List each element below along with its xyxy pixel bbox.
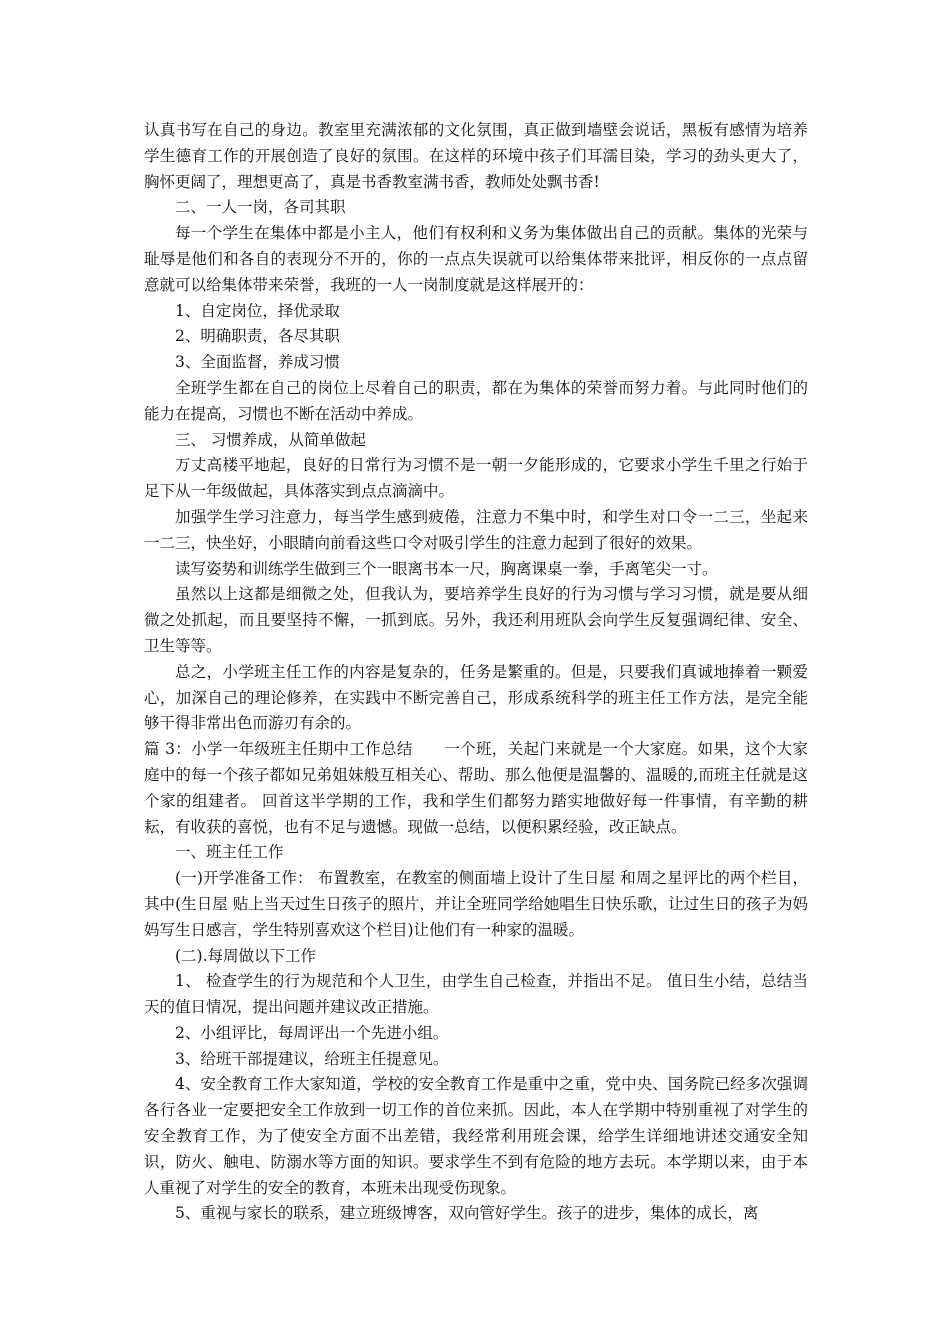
list-item-1: 1、自定岗位，择优录取 [175,301,340,320]
weekly-item-2: 2、小组评比，每周评出一个先进小组。 [175,1023,449,1042]
paragraph-7: 全班学生都在自己的岗位上尽着自己的职责，都在为集体的荣誉而努力着。与此同时他们的能力在提高，习惯也不断在活动中养成。 [144,378,808,423]
section-heading-3: 三、 习惯养成，从简单做起 [175,430,366,449]
section-heading-2: 二、一人一岗，各司其职 [175,198,346,217]
list-item-2: 2、明确职责，各尽其职 [175,327,340,346]
paragraph-9: 万丈高楼平地起，良好的日常行为习惯不是一朝一夕能形成的，它要求小学生千里之行始于足下从一年级做起，具体落实到点点滴滴中。 [144,456,808,501]
paragraph-13: 总之，小学班主任工作的内容是复杂的，任务是繁重的。但是，只要我们真诚地捧着一颗爱心，加深自己的理论修养，在实践中不断完善自己，形成系统科学的班主任工作方法，是完全能够干得非常出色而游刃有余的。 [144,662,808,733]
paragraph-16: (一)开学准备工作： 布置教室，在教室的侧面墙上设计了生日屋 和周之星评比的两个栏目，其中(生日屋 贴上当天过生日孩子的照片，并让全班同学给她唱生日快乐歌，让过生日的孩子为妈妈写生日感言，学生特别喜欢这个栏目)让他们有一种家的温暖。 [144,869,808,939]
section-heading-class-teacher: 一、班主任工作 [175,843,284,862]
weekly-item-3: 3、给班干部提建议，给班主任提意见。 [175,1049,449,1068]
list-item-3: 3、全面监督，养成习惯 [175,353,340,372]
paragraph-1: 认真书写在自己的身边。教室里充满浓郁的文化氛围，真正做到墙壁会说话，黑板有感情为培养学生德育工作的开展创造了良好的氛围。在这样的环境中孩子们耳濡目染，学习的劲头更大了，胸怀更阔了，理想更高了，真是书香教室满书香，教师处处飘书香! [144,121,808,191]
weekly-item-4: 4、安全教育工作大家知道，学校的安全教育工作是重中之重，党中央、国务院已经多次强调各行各业一定要把安全工作放到一切工作的首位来抓。因此，本人在学期中特别重视了对学生的安全教育工作，为了使安全方面不出差错，我经常利用班会课，给学生详细地讲述交通安全知识，防火、触电、防溺水等方面的知识。要求学生不到有危险的地方去玩。本学期以来，由于本人重视了对学生的安全的教育，本班未出现受伤现象。 [144,1075,808,1197]
paragraph-12: 虽然以上这都是细微之处，但我认为，要培养学生良好的行为习惯与学习习惯，就是要从细微之处抓起，而且要坚持不懈，一抓到底。另外，我还利用班队会向学生反复强调纪律、安全、卫生等等。 [144,585,808,655]
article-3-intro: 篇 3：小学一年级班主任期中工作总结 一个班，关起门来就是一个大家庭。如果，这个大家庭中的每一个孩子都如兄弟姐妹般互相关心、帮助、那么他便是温馨的、温暖的,而班主任就是这个家的组建者。 回首这半学期的工作，我和学生们都努力踏实地做好每一件事情，有辛勤的耕耘，有收获的喜悦，也有不足与遗憾。现做一总结，以便积累经验，改正缺点。 [144,740,808,836]
weekly-item-5: 5、重视与家长的联系，建立班级博客，双向管好学生。孩子的进步，集体的成长，离 [175,1204,759,1223]
paragraph-3: 每一个学生在集体中都是小主人，他们有权利和义务为集体做出自己的贡献。集体的光荣与耻辱是他们和各自的表现分不开的，你的一点点失误就可以给集体带来批评，相反你的一点点留意就可以给集体带来荣誉，我班的一人一岗制度就是这样展开的： [144,224,808,294]
paragraph-10: 加强学生学习注意力，每当学生感到疲倦，注意力不集中时，和学生对口令一二三，坐起来一二三，快坐好，小眼睛向前看这些口令对吸引学生的注意力起到了很好的效果。 [144,507,808,552]
weekly-item-1: 1、 检查学生的行为规范和个人卫生，由学生自己检查，并指出不足。 值日生小结，总结当天的值日情况，提出问题并建议改正措施。 [144,972,808,1017]
paragraph-11: 读写姿势和训练学生做到三个一眼离书本一尺，胸离课桌一拳，手离笔尖一寸。 [175,559,718,578]
subheading-weekly-work: (二).每周做以下工作 [175,946,317,965]
document-page [144,118,808,1227]
